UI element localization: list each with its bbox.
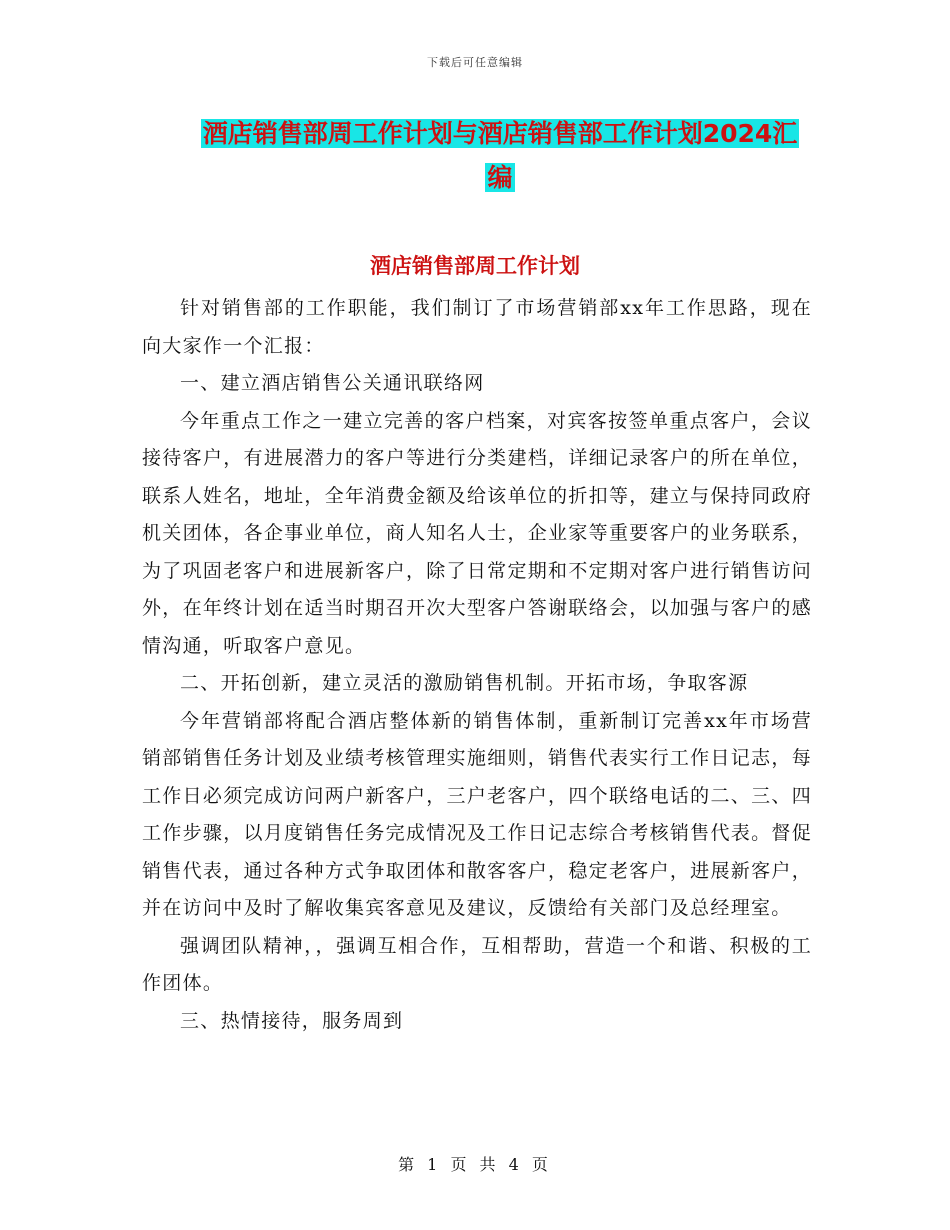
document-title-line-2: 编 xyxy=(487,163,513,192)
paragraph-heading: 三、热情接待，服务周到 xyxy=(180,1009,404,1032)
section-title: 酒店销售部周工作计划 xyxy=(370,254,580,278)
paragraph-heading: 二、开拓创新，建立灵活的激励销售机制。开拓市场，争取客源 xyxy=(180,672,749,694)
paragraph: 针对销售部的工作职能，我们制订了市场营销部xx年工作思路，现在向大家作一个汇报： xyxy=(142,297,812,357)
paragraph: 强调团队精神，，强调互相合作，互相帮助，营造一个和谐、积极的工作团体。 xyxy=(142,934,812,994)
document-title xyxy=(185,112,815,200)
header-note: 下载后可任意编辑 xyxy=(427,56,523,69)
paragraph: 今年重点工作之一建立完善的客户档案，对宾客按签单重点客户，会议接待客户，有进展潜力的客户等进行分类建档，详细记录客户的所在单位，联系人姓名，地址，全年消费金额及给该单位的折扣等，建立与保持同政府机关团体，各企事业单位，商人知名人士，企业家等重要客户的业务联系，为了巩固老客户和进展新客户，除了日常定期和不定期对客户进行销售访问外，在年终计划在适当时期召开次大型客户答谢联络会，以加强与客户的感情沟通，听取客户意见。 xyxy=(142,409,812,657)
paragraph: 今年营销部将配合酒店整体新的销售体制，重新制订完善xx年市场营销部销售任务计划及业绩考核管理实施细则，销售代表实行工作日记志，每工作日必须完成访问两户新客户，三户老客户，四个联络电话的二、三、四工作步骤，以月度销售任务完成情况及工作日记志综合考核销售代表。督促销售代表，通过各种方式争取团体和散客客户，稳定老客户，进展新客户，并在访问中及时了解收集宾客意见及建议，反馈给有关部门及总经理室。 xyxy=(142,709,812,919)
document-body xyxy=(142,290,812,1040)
page-footer: 第 1 页 共 4 页 xyxy=(398,1155,552,1174)
paragraph-heading: 一、建立酒店销售公关通讯联络网 xyxy=(180,372,485,394)
document-title-line-1: 酒店销售部周工作计划与酒店销售部工作计划2024汇 xyxy=(202,119,798,148)
